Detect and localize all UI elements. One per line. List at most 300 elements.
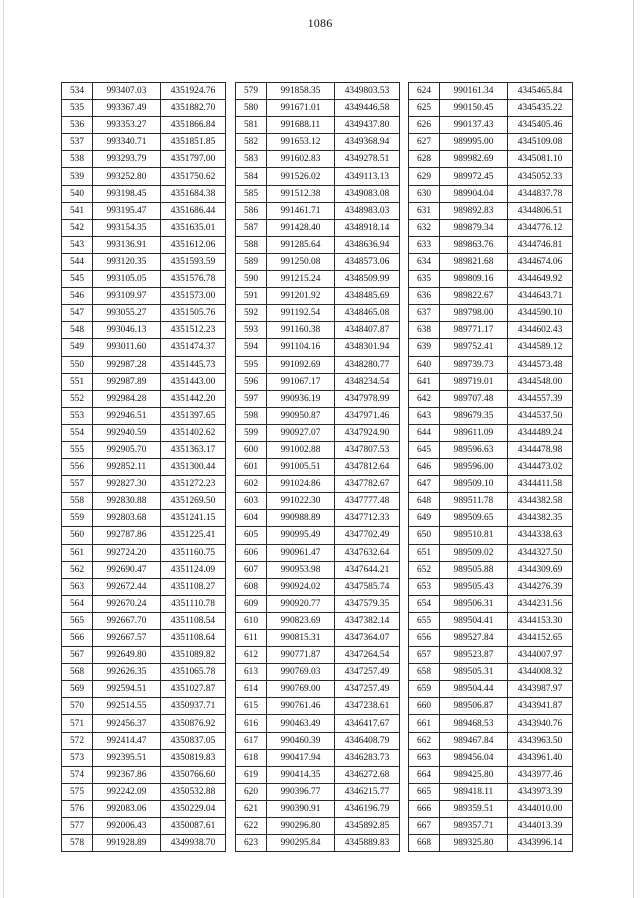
table-row [236,305,400,322]
x-coordinate-cell: 993353.27 [93,117,161,134]
x-coordinate-cell: 989863.76 [440,236,508,253]
point-number-cell: 534 [62,83,93,100]
table-row [236,800,400,817]
x-coordinate-cell: 993011.60 [93,339,161,356]
table-row [236,202,400,219]
y-coordinate-cell: 4346283.73 [335,749,400,766]
table-row [236,493,400,510]
y-coordinate-cell: 4351924.76 [161,83,226,100]
point-number-cell: 550 [62,356,93,373]
x-coordinate-cell: 989511.78 [440,493,508,510]
table-body [62,83,226,852]
table-row [409,476,573,493]
scan-edge-right [633,0,634,898]
table-row [409,527,573,544]
x-coordinate-cell: 993367.49 [93,100,161,117]
table-row [409,749,573,766]
table-row [236,476,400,493]
point-number-cell: 650 [409,527,440,544]
y-coordinate-cell: 4351612.06 [161,236,226,253]
x-coordinate-cell: 990815.31 [267,630,335,647]
table-row [236,544,400,561]
x-coordinate-cell: 989904.04 [440,185,508,202]
table-row [62,168,226,185]
x-coordinate-cell: 990396.77 [267,783,335,800]
y-coordinate-cell: 4344602.43 [508,322,573,339]
x-coordinate-cell: 991160.38 [267,322,335,339]
point-number-cell: 637 [409,305,440,322]
y-coordinate-cell: 4344010.00 [508,800,573,817]
y-coordinate-cell: 4351402.62 [161,424,226,441]
y-coordinate-cell: 4350229.04 [161,800,226,817]
table-row [409,339,573,356]
y-coordinate-cell: 4344806.51 [508,202,573,219]
table-row [62,134,226,151]
table-row [236,390,400,407]
y-coordinate-cell: 4351882.70 [161,100,226,117]
y-coordinate-cell: 4351443.00 [161,373,226,390]
x-coordinate-cell: 991002.88 [267,441,335,458]
y-coordinate-cell: 4347971.46 [335,407,400,424]
x-coordinate-cell: 990927.07 [267,424,335,441]
y-coordinate-cell: 4344837.78 [508,185,573,202]
table-row [409,630,573,647]
x-coordinate-cell: 991428.40 [267,219,335,236]
y-coordinate-cell: 4344674.06 [508,253,573,270]
y-coordinate-cell: 4348407.87 [335,322,400,339]
y-coordinate-cell: 4344008.32 [508,664,573,681]
x-coordinate-cell: 989505.31 [440,664,508,681]
table-row [409,698,573,715]
table-body [409,83,573,852]
x-coordinate-cell: 989510.81 [440,527,508,544]
x-coordinate-cell: 992827.30 [93,476,161,493]
table-row [409,612,573,629]
x-coordinate-cell: 990417.94 [267,749,335,766]
point-number-cell: 597 [236,390,267,407]
point-number-cell: 584 [236,168,267,185]
y-coordinate-cell: 4344548.00 [508,373,573,390]
x-coordinate-cell: 989982.69 [440,151,508,168]
point-number-cell: 566 [62,630,93,647]
x-coordinate-cell: 989892.83 [440,202,508,219]
y-coordinate-cell: 4347807.53 [335,441,400,458]
x-coordinate-cell: 991201.92 [267,288,335,305]
x-coordinate-cell: 991602.83 [267,151,335,168]
x-coordinate-cell: 989504.41 [440,612,508,629]
y-coordinate-cell: 4344573.48 [508,356,573,373]
point-number-cell: 552 [62,390,93,407]
y-coordinate-cell: 4343940.76 [508,715,573,732]
y-coordinate-cell: 4348509.99 [335,271,400,288]
table-row [236,595,400,612]
x-coordinate-cell: 992690.47 [93,561,161,578]
y-coordinate-cell: 4348280.77 [335,356,400,373]
point-number-cell: 624 [409,83,440,100]
table-row [62,390,226,407]
x-coordinate-cell: 993109.97 [93,288,161,305]
x-coordinate-cell: 993198.45 [93,185,161,202]
x-coordinate-cell: 992830.88 [93,493,161,510]
table-row [62,117,226,134]
table-row [409,305,573,322]
point-number-cell: 600 [236,441,267,458]
point-number-cell: 568 [62,664,93,681]
point-number-cell: 615 [236,698,267,715]
table-row [409,493,573,510]
table-row [62,459,226,476]
y-coordinate-cell: 4351065.78 [161,664,226,681]
y-coordinate-cell: 4345892.85 [335,818,400,835]
point-number-cell: 663 [409,749,440,766]
table-row [409,715,573,732]
x-coordinate-cell: 992724.20 [93,544,161,561]
table-row [236,185,400,202]
point-number-cell: 623 [236,835,267,852]
x-coordinate-cell: 989752.41 [440,339,508,356]
table-row [409,441,573,458]
table-row [409,236,573,253]
y-coordinate-cell: 4346272.68 [335,766,400,783]
y-coordinate-cell: 4344776.12 [508,219,573,236]
table-row [409,424,573,441]
x-coordinate-cell: 989418.11 [440,783,508,800]
y-coordinate-cell: 4348573.06 [335,253,400,270]
point-number-cell: 536 [62,117,93,134]
y-coordinate-cell: 4346408.79 [335,732,400,749]
table-row [62,527,226,544]
table-row [409,783,573,800]
y-coordinate-cell: 4351160.75 [161,544,226,561]
table-row [409,202,573,219]
y-coordinate-cell: 4351241.15 [161,510,226,527]
table-row [236,510,400,527]
table-row [236,117,400,134]
point-number-cell: 591 [236,288,267,305]
y-coordinate-cell: 4350532.88 [161,783,226,800]
point-number-cell: 618 [236,749,267,766]
point-number-cell: 569 [62,681,93,698]
y-coordinate-cell: 4345889.83 [335,835,400,852]
y-coordinate-cell: 4344013.39 [508,818,573,835]
y-coordinate-cell: 4349437.80 [335,117,400,134]
table-row [409,544,573,561]
y-coordinate-cell: 4344537.50 [508,407,573,424]
point-number-cell: 646 [409,459,440,476]
y-coordinate-cell: 4349113.13 [335,168,400,185]
x-coordinate-cell: 993105.05 [93,271,161,288]
y-coordinate-cell: 4351108.64 [161,630,226,647]
point-number-cell: 596 [236,373,267,390]
y-coordinate-cell: 4343973.39 [508,783,573,800]
point-number-cell: 666 [409,800,440,817]
point-number-cell: 602 [236,476,267,493]
x-coordinate-cell: 993154.35 [93,219,161,236]
y-coordinate-cell: 4351272.23 [161,476,226,493]
point-number-cell: 653 [409,578,440,595]
point-number-cell: 592 [236,305,267,322]
table-row [409,390,573,407]
x-coordinate-cell: 990414.35 [267,766,335,783]
x-coordinate-cell: 989509.65 [440,510,508,527]
point-number-cell: 579 [236,83,267,100]
x-coordinate-cell: 992649.80 [93,647,161,664]
x-coordinate-cell: 989707.48 [440,390,508,407]
table-row [409,322,573,339]
x-coordinate-cell: 989821.68 [440,253,508,270]
y-coordinate-cell: 4347702.49 [335,527,400,544]
table-row [236,356,400,373]
y-coordinate-cell: 4347777.48 [335,493,400,510]
y-coordinate-cell: 4351397.65 [161,407,226,424]
x-coordinate-cell: 989809.16 [440,271,508,288]
table-row [409,151,573,168]
x-coordinate-cell: 990390.91 [267,800,335,817]
table-row [236,407,400,424]
x-coordinate-cell: 990924.02 [267,578,335,595]
table-row [409,100,573,117]
table-row [236,835,400,852]
y-coordinate-cell: 4343977.46 [508,766,573,783]
point-number-cell: 605 [236,527,267,544]
x-coordinate-cell: 991688.11 [267,117,335,134]
y-coordinate-cell: 4349368.94 [335,134,400,151]
y-coordinate-cell: 4347782.67 [335,476,400,493]
x-coordinate-cell: 992803.68 [93,510,161,527]
x-coordinate-cell: 992395.51 [93,749,161,766]
point-number-cell: 654 [409,595,440,612]
y-coordinate-cell: 4350819.83 [161,749,226,766]
y-coordinate-cell: 4351442.20 [161,390,226,407]
x-coordinate-cell: 990296.80 [267,818,335,835]
y-coordinate-cell: 4351593.59 [161,253,226,270]
y-coordinate-cell: 4347712.33 [335,510,400,527]
point-number-cell: 628 [409,151,440,168]
y-coordinate-cell: 4349083.08 [335,185,400,202]
table-row [409,373,573,390]
y-coordinate-cell: 4351108.27 [161,578,226,595]
table-row [409,168,573,185]
point-number-cell: 551 [62,373,93,390]
point-number-cell: 559 [62,510,93,527]
y-coordinate-cell: 4345109.08 [508,134,573,151]
point-number-cell: 560 [62,527,93,544]
x-coordinate-cell: 992414.47 [93,732,161,749]
point-number-cell: 609 [236,595,267,612]
y-coordinate-cell: 4344276.39 [508,578,573,595]
x-coordinate-cell: 993407.03 [93,83,161,100]
table-row [236,373,400,390]
point-number-cell: 656 [409,630,440,647]
table-row [409,356,573,373]
x-coordinate-cell: 991653.12 [267,134,335,151]
table-row [62,424,226,441]
table-row [62,835,226,852]
table-row [62,373,226,390]
x-coordinate-cell: 989719.01 [440,373,508,390]
point-number-cell: 606 [236,544,267,561]
y-coordinate-cell: 4344153.30 [508,612,573,629]
y-coordinate-cell: 4351750.62 [161,168,226,185]
point-number-cell: 544 [62,253,93,270]
y-coordinate-cell: 4351573.00 [161,288,226,305]
point-number-cell: 617 [236,732,267,749]
table-row [236,168,400,185]
x-coordinate-cell: 989822.67 [440,288,508,305]
table-row [62,544,226,561]
point-number-cell: 610 [236,612,267,629]
x-coordinate-cell: 991250.08 [267,253,335,270]
x-coordinate-cell: 989456.04 [440,749,508,766]
point-number-cell: 622 [236,818,267,835]
y-coordinate-cell: 4347264.54 [335,647,400,664]
x-coordinate-cell: 990823.69 [267,612,335,629]
point-number-cell: 614 [236,681,267,698]
point-number-cell: 634 [409,253,440,270]
table-row [236,236,400,253]
point-number-cell: 665 [409,783,440,800]
x-coordinate-cell: 992940.59 [93,424,161,441]
table-row [409,647,573,664]
point-number-cell: 554 [62,424,93,441]
y-coordinate-cell: 4347644.21 [335,561,400,578]
table-row [236,219,400,236]
table-row [62,766,226,783]
y-coordinate-cell: 4344327.50 [508,544,573,561]
table-row [236,578,400,595]
point-number-cell: 629 [409,168,440,185]
y-coordinate-cell: 4343961.40 [508,749,573,766]
table-row [62,493,226,510]
x-coordinate-cell: 989425.80 [440,766,508,783]
table-row [236,783,400,800]
table-row [409,83,573,100]
point-number-cell: 608 [236,578,267,595]
y-coordinate-cell: 4344231.56 [508,595,573,612]
table-row [409,288,573,305]
x-coordinate-cell: 989468.53 [440,715,508,732]
x-coordinate-cell: 990988.89 [267,510,335,527]
y-coordinate-cell: 4347978.99 [335,390,400,407]
x-coordinate-cell: 991092.69 [267,356,335,373]
x-coordinate-cell: 989506.31 [440,595,508,612]
point-number-cell: 593 [236,322,267,339]
x-coordinate-cell: 989972.45 [440,168,508,185]
point-number-cell: 635 [409,271,440,288]
x-coordinate-cell: 989506.87 [440,698,508,715]
x-coordinate-cell: 991285.64 [267,236,335,253]
point-number-cell: 662 [409,732,440,749]
y-coordinate-cell: 4351797.00 [161,151,226,168]
point-number-cell: 581 [236,117,267,134]
y-coordinate-cell: 4348983.03 [335,202,400,219]
point-number-cell: 571 [62,715,93,732]
y-coordinate-cell: 4347579.35 [335,595,400,612]
x-coordinate-cell: 990463.49 [267,715,335,732]
point-number-cell: 657 [409,647,440,664]
point-number-cell: 625 [409,100,440,117]
point-number-cell: 539 [62,168,93,185]
x-coordinate-cell: 989467.84 [440,732,508,749]
x-coordinate-cell: 990161.34 [440,83,508,100]
table-row [62,647,226,664]
point-number-cell: 644 [409,424,440,441]
point-number-cell: 649 [409,510,440,527]
point-number-cell: 643 [409,407,440,424]
table-body [236,83,400,852]
point-number-cell: 553 [62,407,93,424]
table-row [62,681,226,698]
table-row [236,151,400,168]
point-number-cell: 541 [62,202,93,219]
table-row [62,253,226,270]
table-row [409,271,573,288]
table-row [236,134,400,151]
point-number-cell: 576 [62,800,93,817]
x-coordinate-cell: 989611.09 [440,424,508,441]
x-coordinate-cell: 991461.71 [267,202,335,219]
point-number-cell: 595 [236,356,267,373]
y-coordinate-cell: 4351089.82 [161,647,226,664]
x-coordinate-cell: 993046.13 [93,322,161,339]
point-number-cell: 601 [236,459,267,476]
x-coordinate-cell: 990761.46 [267,698,335,715]
point-number-cell: 627 [409,134,440,151]
x-coordinate-cell: 993136.91 [93,236,161,253]
y-coordinate-cell: 4347238.61 [335,698,400,715]
point-number-cell: 580 [236,100,267,117]
x-coordinate-cell: 992852.11 [93,459,161,476]
y-coordinate-cell: 4349938.70 [161,835,226,852]
table-row [62,800,226,817]
table-row [236,459,400,476]
table-row [236,766,400,783]
x-coordinate-cell: 991005.51 [267,459,335,476]
y-coordinate-cell: 4351686.44 [161,202,226,219]
table-row [236,681,400,698]
y-coordinate-cell: 4349803.53 [335,83,400,100]
x-coordinate-cell: 992667.57 [93,630,161,647]
table-row [409,766,573,783]
point-number-cell: 594 [236,339,267,356]
point-number-cell: 589 [236,253,267,270]
table-row [62,783,226,800]
x-coordinate-cell: 990769.03 [267,664,335,681]
x-coordinate-cell: 993252.80 [93,168,161,185]
y-coordinate-cell: 4350837.05 [161,732,226,749]
table-row [236,253,400,270]
x-coordinate-cell: 991104.16 [267,339,335,356]
x-coordinate-cell: 992670.24 [93,595,161,612]
y-coordinate-cell: 4343963.50 [508,732,573,749]
y-coordinate-cell: 4351512.23 [161,322,226,339]
point-number-cell: 537 [62,134,93,151]
point-number-cell: 562 [62,561,93,578]
x-coordinate-cell: 992006.43 [93,818,161,835]
x-coordinate-cell: 989509.02 [440,544,508,561]
table-row [62,510,226,527]
point-number-cell: 588 [236,236,267,253]
x-coordinate-cell: 990920.77 [267,595,335,612]
table-row [409,595,573,612]
table-row [236,749,400,766]
x-coordinate-cell: 992787.86 [93,527,161,544]
y-coordinate-cell: 4347257.49 [335,681,400,698]
point-number-cell: 598 [236,407,267,424]
y-coordinate-cell: 4345052.33 [508,168,573,185]
point-number-cell: 636 [409,288,440,305]
y-coordinate-cell: 4347632.64 [335,544,400,561]
